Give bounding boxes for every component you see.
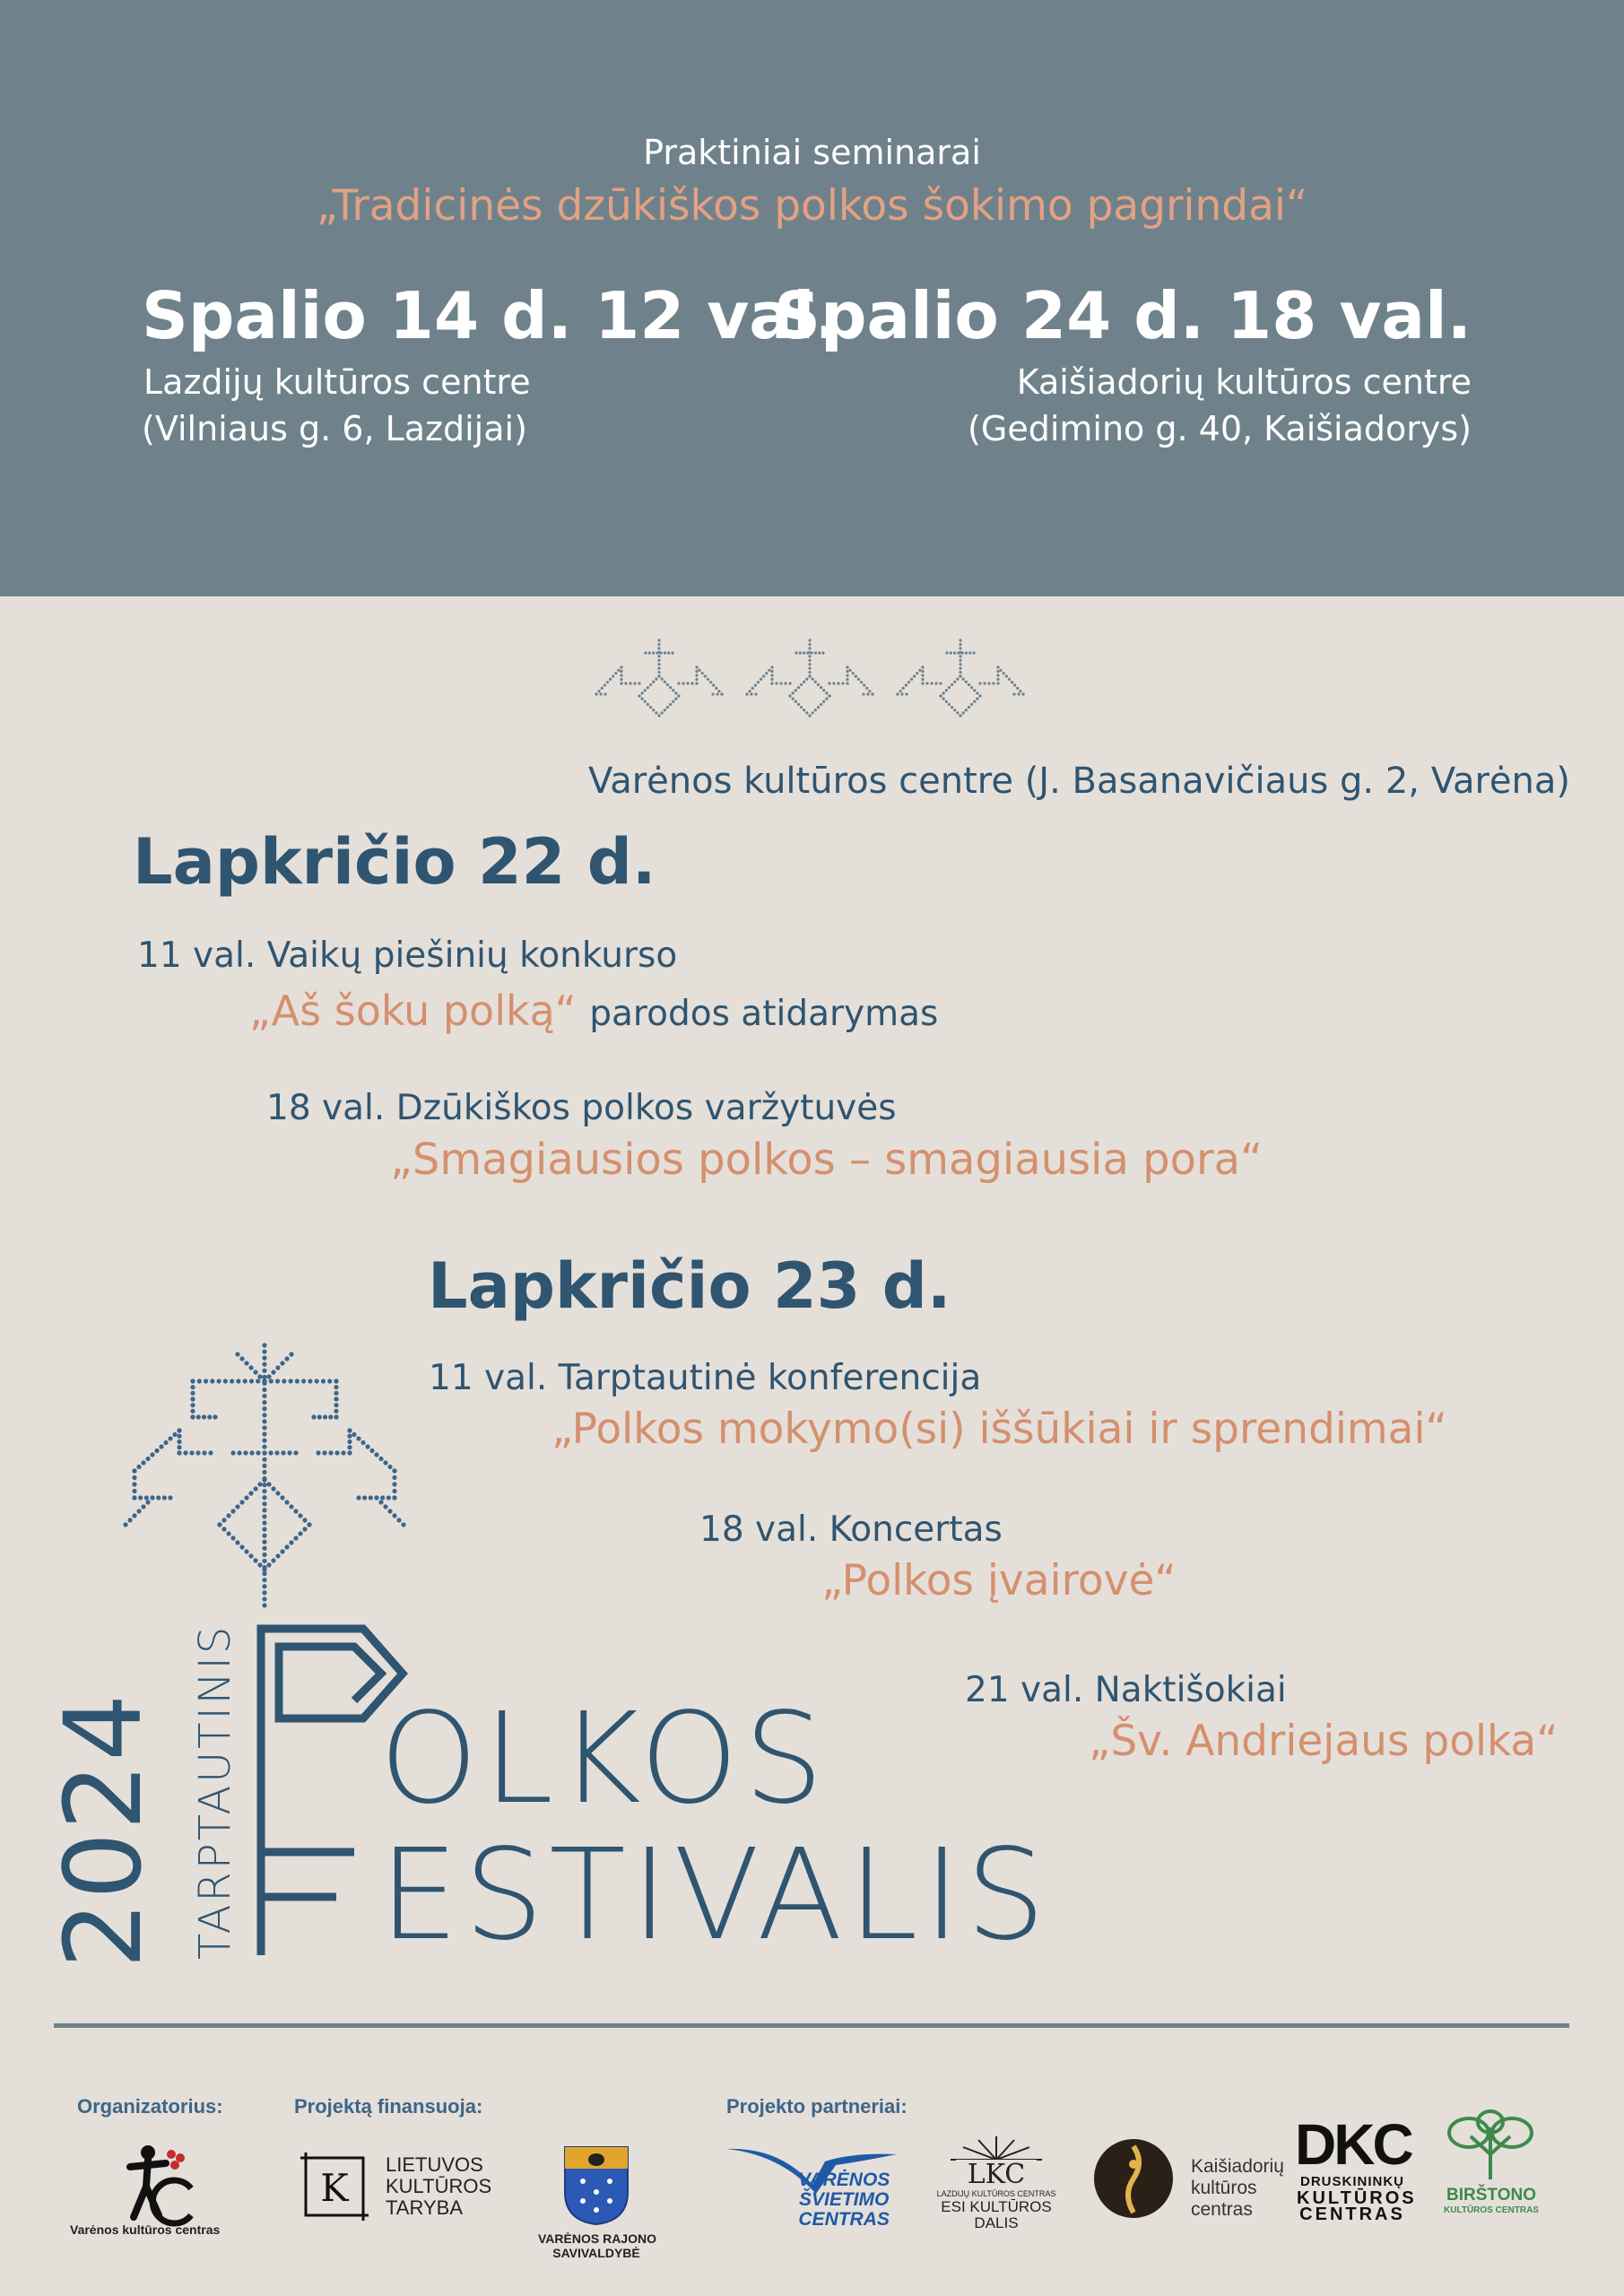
- dkc-line-3: CENTRAS: [1299, 2205, 1405, 2224]
- day2-item3-title: 21 val. Naktišokiai: [965, 1670, 1287, 1710]
- festival-year: 2024: [41, 1692, 165, 1969]
- lkc-sun-logo-icon: [938, 2133, 1055, 2196]
- kaisiadorys-logo-icon: [1092, 2137, 1175, 2220]
- kaisiadorys-line-1: Kaišiadorių: [1191, 2156, 1284, 2177]
- day1-item2-quote: „Smagiausios polkos – smagiausia pora“: [390, 1135, 1263, 1185]
- header-title: „Tradicinės dzūkiškos polkos šokimo pagrindai“: [316, 181, 1308, 230]
- lkc-line-2: ESI KULTŪROS: [941, 2198, 1052, 2215]
- dkc-line-2: KULTŪROS: [1297, 2188, 1417, 2208]
- ornament-row-icon: [596, 637, 1027, 718]
- vkc-logo-icon: [112, 2144, 202, 2224]
- varena-coat-of-arms-icon: [563, 2145, 630, 2226]
- day2-item2-quote: „Polkos įvairovė“: [821, 1556, 1177, 1605]
- day2-item1-title: 11 val. Tarptautinė konferencija: [429, 1358, 982, 1398]
- lkc-name: [927, 2188, 1065, 2231]
- festival-f-initial-icon: [256, 1843, 372, 1960]
- event-venue-1: Lazdijų kultūros centre: [143, 362, 531, 402]
- day1-item1-quote: „Aš šoku polką“: [249, 987, 577, 1035]
- lkc-line-1: LAZDIJŲ KULTŪROS CENTRAS: [936, 2189, 1056, 2198]
- lkt-logo-icon: [299, 2151, 370, 2222]
- venue-line: Varėnos kultūros centre (J. Basanavičiaus g. 2, Varėna): [587, 761, 1570, 802]
- day2-item1-quote: „Polkos mokymo(si) iššūkiai ir sprendimai“: [551, 1405, 1447, 1454]
- birstonas-name: [1433, 2187, 1550, 2217]
- lkt-name: [386, 2154, 491, 2219]
- lkt-line-3: TARYBA: [386, 2196, 463, 2219]
- vsc-name: [798, 2170, 890, 2230]
- dkc-abbr: DKC: [1295, 2112, 1411, 2177]
- kaisiadorys-line-2: kultūros: [1191, 2178, 1257, 2198]
- day1-item2-title: 18 val. Dzūkiškos polkos varžytuvės: [266, 1088, 897, 1128]
- festival-subtitle: TARPTAUTINIS: [190, 1623, 240, 1960]
- event-date-1: Spalio 14 d. 12 val.: [142, 278, 839, 353]
- kaisiadorys-line-3: centras: [1191, 2199, 1253, 2220]
- varena-muni-name: [538, 2231, 655, 2260]
- dkc-name: [1297, 2174, 1417, 2224]
- lkt-line-1: LIETUVOS: [386, 2153, 483, 2176]
- footer-divider: [54, 2023, 1569, 2028]
- day2-heading: Lapkričio 23 d.: [428, 1249, 951, 1323]
- vsc-line-3: CENTRAS: [798, 2209, 890, 2230]
- svg-text:LKC: LKC: [967, 2159, 1026, 2190]
- vsc-line-2: ŠVIETIMO: [798, 2189, 890, 2210]
- day2-item2-title: 18 val. Koncertas: [699, 1509, 1003, 1550]
- festival-word1-rest: OLKOS: [379, 1686, 829, 1832]
- dkc-line-1: DRUSKININKŲ: [1300, 2174, 1404, 2189]
- organizer-label: Organizatorius:: [77, 2095, 223, 2118]
- day1-item1-rest: parodos atidarymas: [589, 994, 939, 1034]
- day1-item1-title: 11 val. Vaikų piešinių konkurso: [137, 935, 678, 976]
- birstonas-leaf-logo-icon: [1446, 2109, 1535, 2181]
- event-date-2: Spalio 24 d. 18 val.: [774, 278, 1472, 353]
- day1-item1-line: [249, 987, 938, 1035]
- birstonas-line-1: BIRŠTONO: [1446, 2186, 1536, 2205]
- header-subtitle: Praktiniai seminarai: [643, 133, 981, 172]
- varena-muni-line-2: SAVIVALDYBĖ: [552, 2246, 640, 2260]
- varena-muni-line-1: VARĖNOS RAJONO: [538, 2231, 656, 2246]
- event-venue-2: Kaišiadorių kultūros centre: [1016, 362, 1472, 402]
- birstonas-line-2: KULTŪROS CENTRAS: [1444, 2205, 1539, 2215]
- svg-text:K: K: [320, 2166, 349, 2210]
- vkc-name: Varėnos kultūros centras: [70, 2222, 221, 2237]
- event-address-2: (Gedimino g. 40, Kaišiadorys): [968, 409, 1472, 448]
- funder-label: Projektą finansuoja:: [294, 2095, 483, 2118]
- lkt-line-2: KULTŪROS: [386, 2175, 492, 2197]
- festival-word2-rest: ESTIVALIS: [379, 1822, 1051, 1969]
- event-address-1: (Vilniaus g. 6, Lazdijai): [142, 409, 527, 448]
- lkc-line-3: DALIS: [974, 2214, 1019, 2231]
- folk-tree-ornament-icon: [126, 1345, 404, 1614]
- day1-heading: Lapkričio 22 d.: [133, 825, 656, 899]
- partners-label: Projekto partneriai:: [726, 2095, 908, 2118]
- kaisiadorys-name: [1191, 2156, 1284, 2221]
- day2-item3-quote: „Šv. Andriejaus polka“: [1089, 1717, 1559, 1766]
- vsc-line-1: VARĖNOS: [798, 2170, 890, 2190]
